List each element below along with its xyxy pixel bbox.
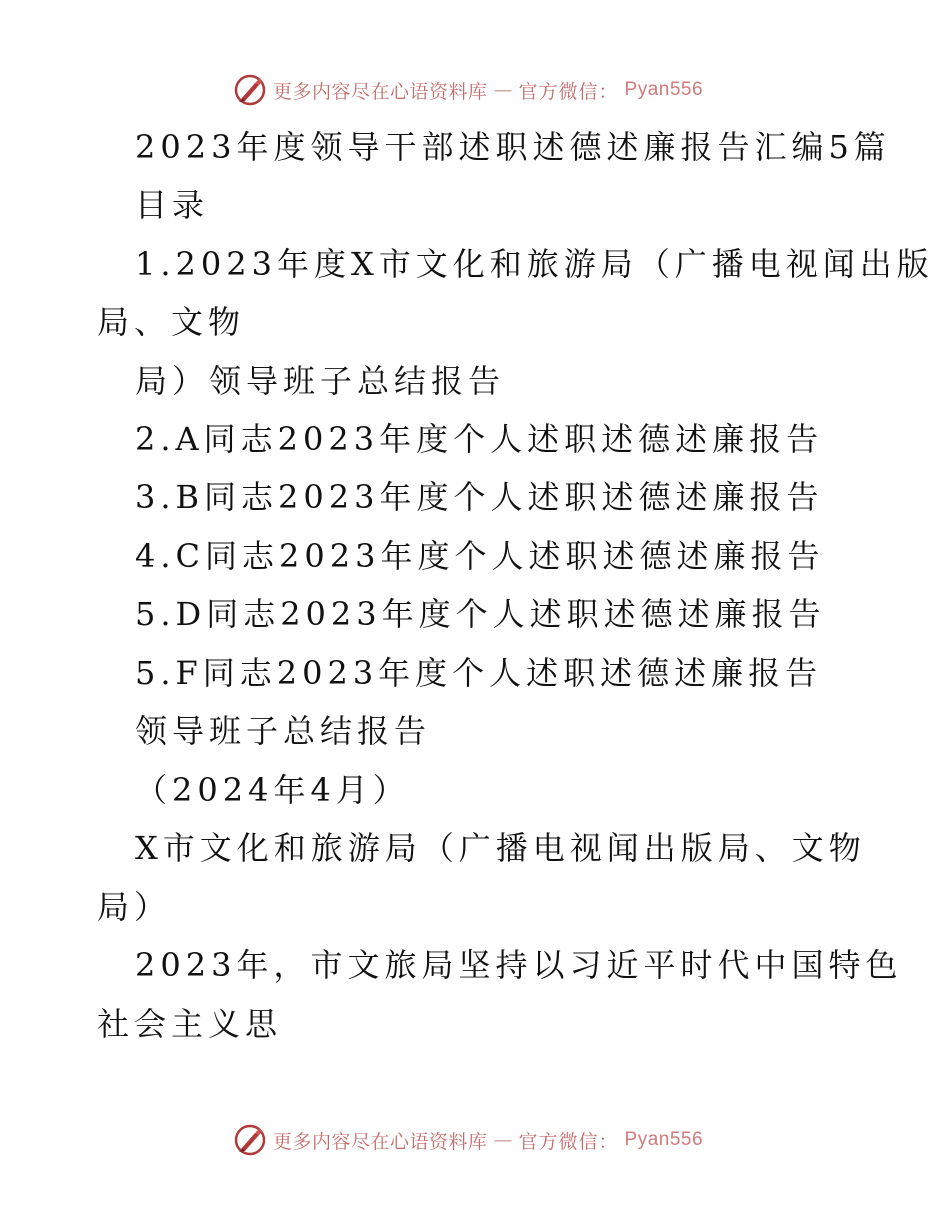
watermark-wechat-label: 官方微信：	[518, 1130, 619, 1153]
watermark-main-text: 更多内容尽在心语资料库	[273, 1130, 488, 1153]
body-paragraph: 2023年，市文旅局坚持以习近平时代中国特色	[135, 946, 903, 984]
toc-item-5: 5.D同志2023年度个人述职述德述廉报告	[135, 595, 826, 633]
section-heading: 领导班子总结报告	[135, 712, 432, 750]
pen-logo-icon	[233, 73, 267, 107]
section-org-continued: 局）	[97, 888, 172, 926]
watermark-wechat-id: Pyan556	[624, 79, 704, 100]
section-org: X市文化和旅游局（广播电视闻出版局、文物	[135, 829, 866, 867]
watermark-wechat-id: Pyan556	[624, 1129, 704, 1150]
body-paragraph-continued: 社会主义思	[97, 1005, 283, 1043]
toc-item-6: 5.F同志2023年度个人述职述德述廉报告	[135, 654, 823, 692]
toc-item-1-continued: 局、文物	[97, 303, 246, 341]
header-watermark	[233, 73, 703, 107]
watermark-main-text: 更多内容尽在心语资料库	[273, 80, 488, 103]
toc-item-1: 1.2023年度X市文化和旅游局（广播电视闻出版	[135, 245, 934, 283]
pen-logo-icon	[233, 1123, 267, 1157]
toc-item-3: 3.B同志2023年度个人述职述德述廉报告	[135, 478, 824, 516]
watermark-dash: —	[493, 79, 513, 101]
footer-watermark	[233, 1123, 703, 1157]
watermark-wechat-label: 官方微信：	[518, 80, 619, 103]
watermark-dash: —	[493, 1129, 513, 1151]
document-title: 2023年度领导干部述职述德述廉报告汇编5篇	[135, 128, 891, 166]
section-date: （2024年4月）	[135, 771, 410, 809]
toc-heading: 目录	[135, 186, 210, 224]
toc-item-4: 4.C同志2023年度个人述职述德述廉报告	[135, 537, 825, 575]
toc-item-1-end: 局）领导班子总结报告	[135, 362, 506, 400]
toc-item-2: 2.A同志2023年度个人述职述德述廉报告	[135, 420, 824, 458]
